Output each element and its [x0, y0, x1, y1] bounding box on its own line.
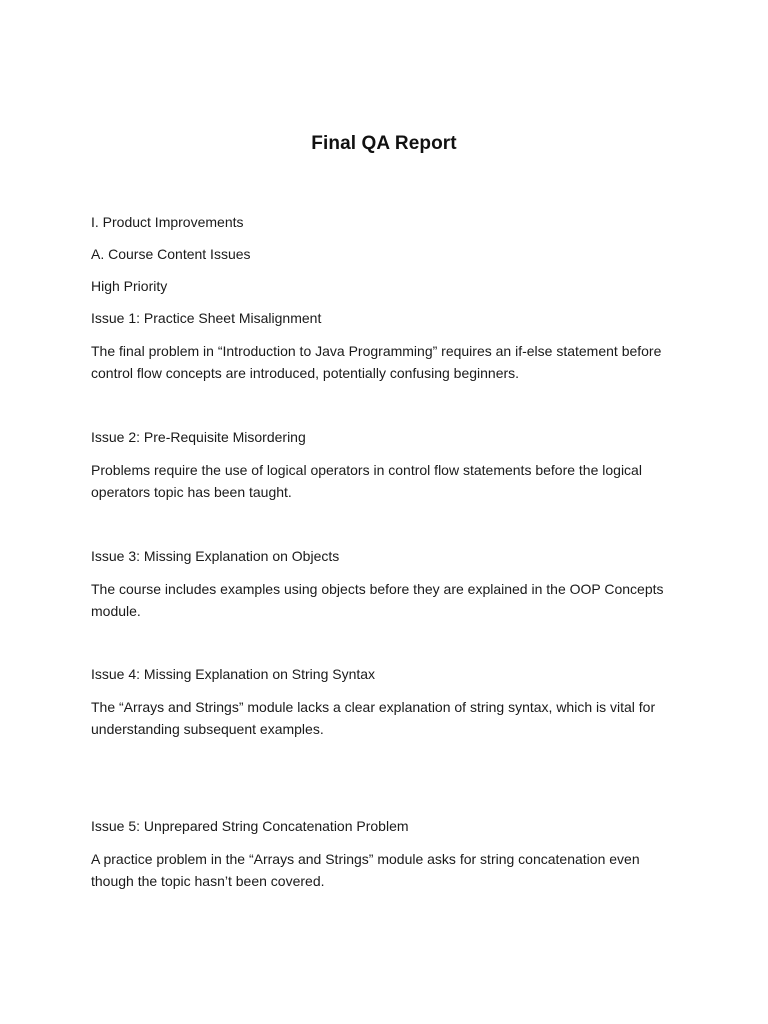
issue-heading: Issue 4: Missing Explanation on String Syntax [91, 666, 376, 682]
issue-heading: Issue 5: Unprepared String Concatenation Problem [91, 818, 409, 834]
issue-description: Problems require the use of logical operators in control flow statements before the logical operators topic has been taught. [91, 462, 642, 500]
section-heading: I. Product Improvements [91, 214, 244, 230]
issue-description: A practice problem in the “Arrays and Strings” module asks for string concatenation even though the topic hasn’t been covered. [91, 851, 640, 889]
subsection-heading: A. Course Content Issues [91, 246, 251, 262]
issue-heading: Issue 3: Missing Explanation on Objects [91, 548, 340, 564]
issue-description: The course includes examples using objects before they are explained in the OOP Concepts module. [91, 581, 664, 619]
page-title: Final QA Report [311, 133, 457, 154]
issue-heading: Issue 1: Practice Sheet Misalignment [91, 310, 322, 326]
issue-description: The “Arrays and Strings” module lacks a clear explanation of string syntax, which is vital for understanding subsequent examples. [91, 699, 656, 737]
priority-label: High Priority [91, 278, 168, 294]
issue-description: The final problem in “Introduction to Java Programming” requires an if-else statement before control flow concepts are introduced, potentially confusing beginners. [91, 343, 662, 381]
issue-heading: Issue 2: Pre-Requisite Misordering [91, 429, 306, 445]
